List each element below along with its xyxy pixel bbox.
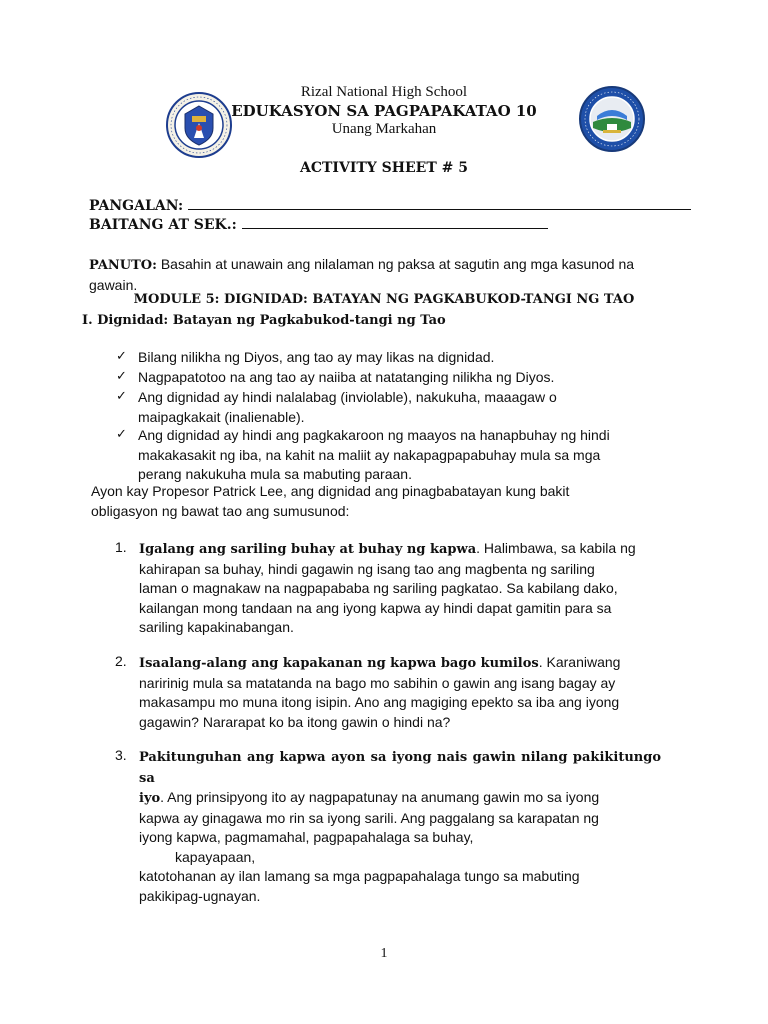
- item-line: [139, 788, 661, 809]
- item-line: [139, 747, 661, 788]
- instructions-line-2: gawain.: [89, 276, 138, 293]
- instructions: [89, 255, 679, 295]
- item-line: kapayapaan,: [175, 848, 256, 865]
- quarter-label: Unang Markahan: [331, 121, 437, 137]
- item-text: . Karaniwang: [538, 654, 621, 670]
- checklist-item: [138, 368, 661, 388]
- check-icon: ✓: [116, 349, 127, 364]
- item-line: naririnig mula sa matatanda na bago mo sabihin o gawin ang isang bagay ay: [139, 674, 616, 691]
- item-line: sariling kapakinabangan.: [139, 619, 294, 635]
- check-icon: ✓: [116, 369, 127, 384]
- checklist-item: [138, 348, 661, 368]
- item-line: [139, 653, 661, 674]
- module-title: MODULE 5: DIGNIDAD: BATAYAN NG PAGKABUKOD-TANGI NG TAO: [133, 292, 635, 307]
- item-number: 3.: [115, 747, 127, 763]
- item-heading: Pakitunguhan ang kapwa ayon sa iyong nais gawin nilang pakikitungo sa: [139, 750, 661, 786]
- intro-paragraph: [91, 482, 661, 521]
- item-line: iyong kapwa, pagmamahal, pagpapahalaga sa buhay,: [139, 829, 474, 845]
- intro-line-2: obligasyon ng bawat tao ang sumusunod:: [91, 502, 350, 519]
- section-field-label: BAITANG AT SEK.:: [89, 217, 237, 233]
- numbered-item: [139, 539, 661, 638]
- item-line: kapwa ay ginagawa mo rin sa iyong sarili. Ang paggalang sa karapatan ng: [139, 809, 599, 826]
- checklist-item-line: Nagpapatotoo na ang tao ay naiiba at natatanging nilikha ng Diyos.: [138, 369, 555, 385]
- school-seal-icon: [579, 86, 645, 152]
- deped-seal-icon: [166, 92, 232, 158]
- numbered-item: [139, 653, 661, 732]
- activity-title: ACTIVITY SHEET # 5: [300, 160, 468, 176]
- item-number: 2.: [115, 653, 127, 669]
- instructions-line-1: Basahin at unawain ang nilalaman ng paksa at sagutin ang mga kasunod na: [156, 256, 635, 272]
- section-title: I. Dignidad: Batayan ng Pagkabukod-tangi ng Tao: [82, 313, 446, 328]
- item-number: 1.: [115, 539, 127, 555]
- checklist-item-line: Ang dignidad ay hindi nalalabag (inviolable), nakukuha, maaagaw o: [138, 389, 557, 405]
- item-heading: Isaalang-alang ang kapakanan ng kapwa bago kumilos: [139, 656, 539, 671]
- subject-title: EDUKASYON SA PAGPAPAKATAO 10: [231, 102, 537, 120]
- checklist-item-line: Bilang nilikha ng Diyos, ang tao ay may likas na dignidad.: [138, 349, 495, 365]
- checklist-item: [138, 388, 661, 427]
- item-line: pakikipag-ugnayan.: [139, 887, 261, 904]
- item-heading: iyo: [139, 791, 161, 806]
- checklist-item-line: makakasakit ng iba, na kahit na maliit ay nakapagpapabuhay mula sa mga: [138, 446, 601, 463]
- check-icon: ✓: [116, 389, 127, 404]
- item-line: gagawin? Nararapat ko ba itong gawin o hindi na?: [139, 713, 451, 730]
- checklist-item: [138, 426, 661, 485]
- item-text: . Halimbawa, sa kabila ng: [476, 540, 636, 556]
- item-line: makasampu mo muna itong isipin. Ano ang magiging epekto sa iba ang iyong: [139, 694, 620, 710]
- section-field[interactable]: [89, 217, 548, 233]
- item-line: kailangan mong tandaan na ang iyong kapwa ay hindi dapat gamitin para sa: [139, 599, 612, 616]
- intro-line-1: Ayon kay Propesor Patrick Lee, ang dignidad ang pinagbabatayan kung bakit: [91, 483, 570, 499]
- section-blank-line[interactable]: [242, 217, 548, 229]
- page-number: 1: [380, 946, 388, 961]
- school-name: Rizal National High School: [300, 84, 468, 100]
- name-blank-line[interactable]: [188, 198, 691, 210]
- item-line: kahirapan sa buhay, hindi gagawin ng isang tao ang magbenta ng sariling: [139, 560, 595, 577]
- item-text: . Ang prinsipyong ito ay nagpapatunay na anumang gawin mo sa iyong: [160, 789, 600, 805]
- item-line: katotohanan ay ilan lamang sa mga pagpapahalaga tungo sa mabuting: [139, 868, 580, 884]
- item-heading: Igalang ang sariling buhay at buhay ng kapwa: [139, 542, 477, 557]
- checklist-item-line: Ang dignidad ay hindi ang pagkakaroon ng maayos na hanapbuhay ng hindi: [138, 427, 610, 443]
- item-line: [139, 539, 661, 560]
- check-icon: ✓: [116, 427, 127, 442]
- instructions-label: PANUTO:: [89, 258, 157, 273]
- checklist-item-line: perang nakukuha mula sa mabuting paraan.: [138, 466, 412, 482]
- checklist-item-line: maipagkakait (inalienable).: [138, 408, 305, 425]
- numbered-item: [139, 747, 661, 906]
- item-line: laman o magnakaw na nagpapababa ng sariling pagkatao. Sa kabilang dako,: [139, 580, 618, 596]
- name-field[interactable]: [89, 198, 691, 214]
- name-field-label: PANGALAN:: [89, 198, 184, 214]
